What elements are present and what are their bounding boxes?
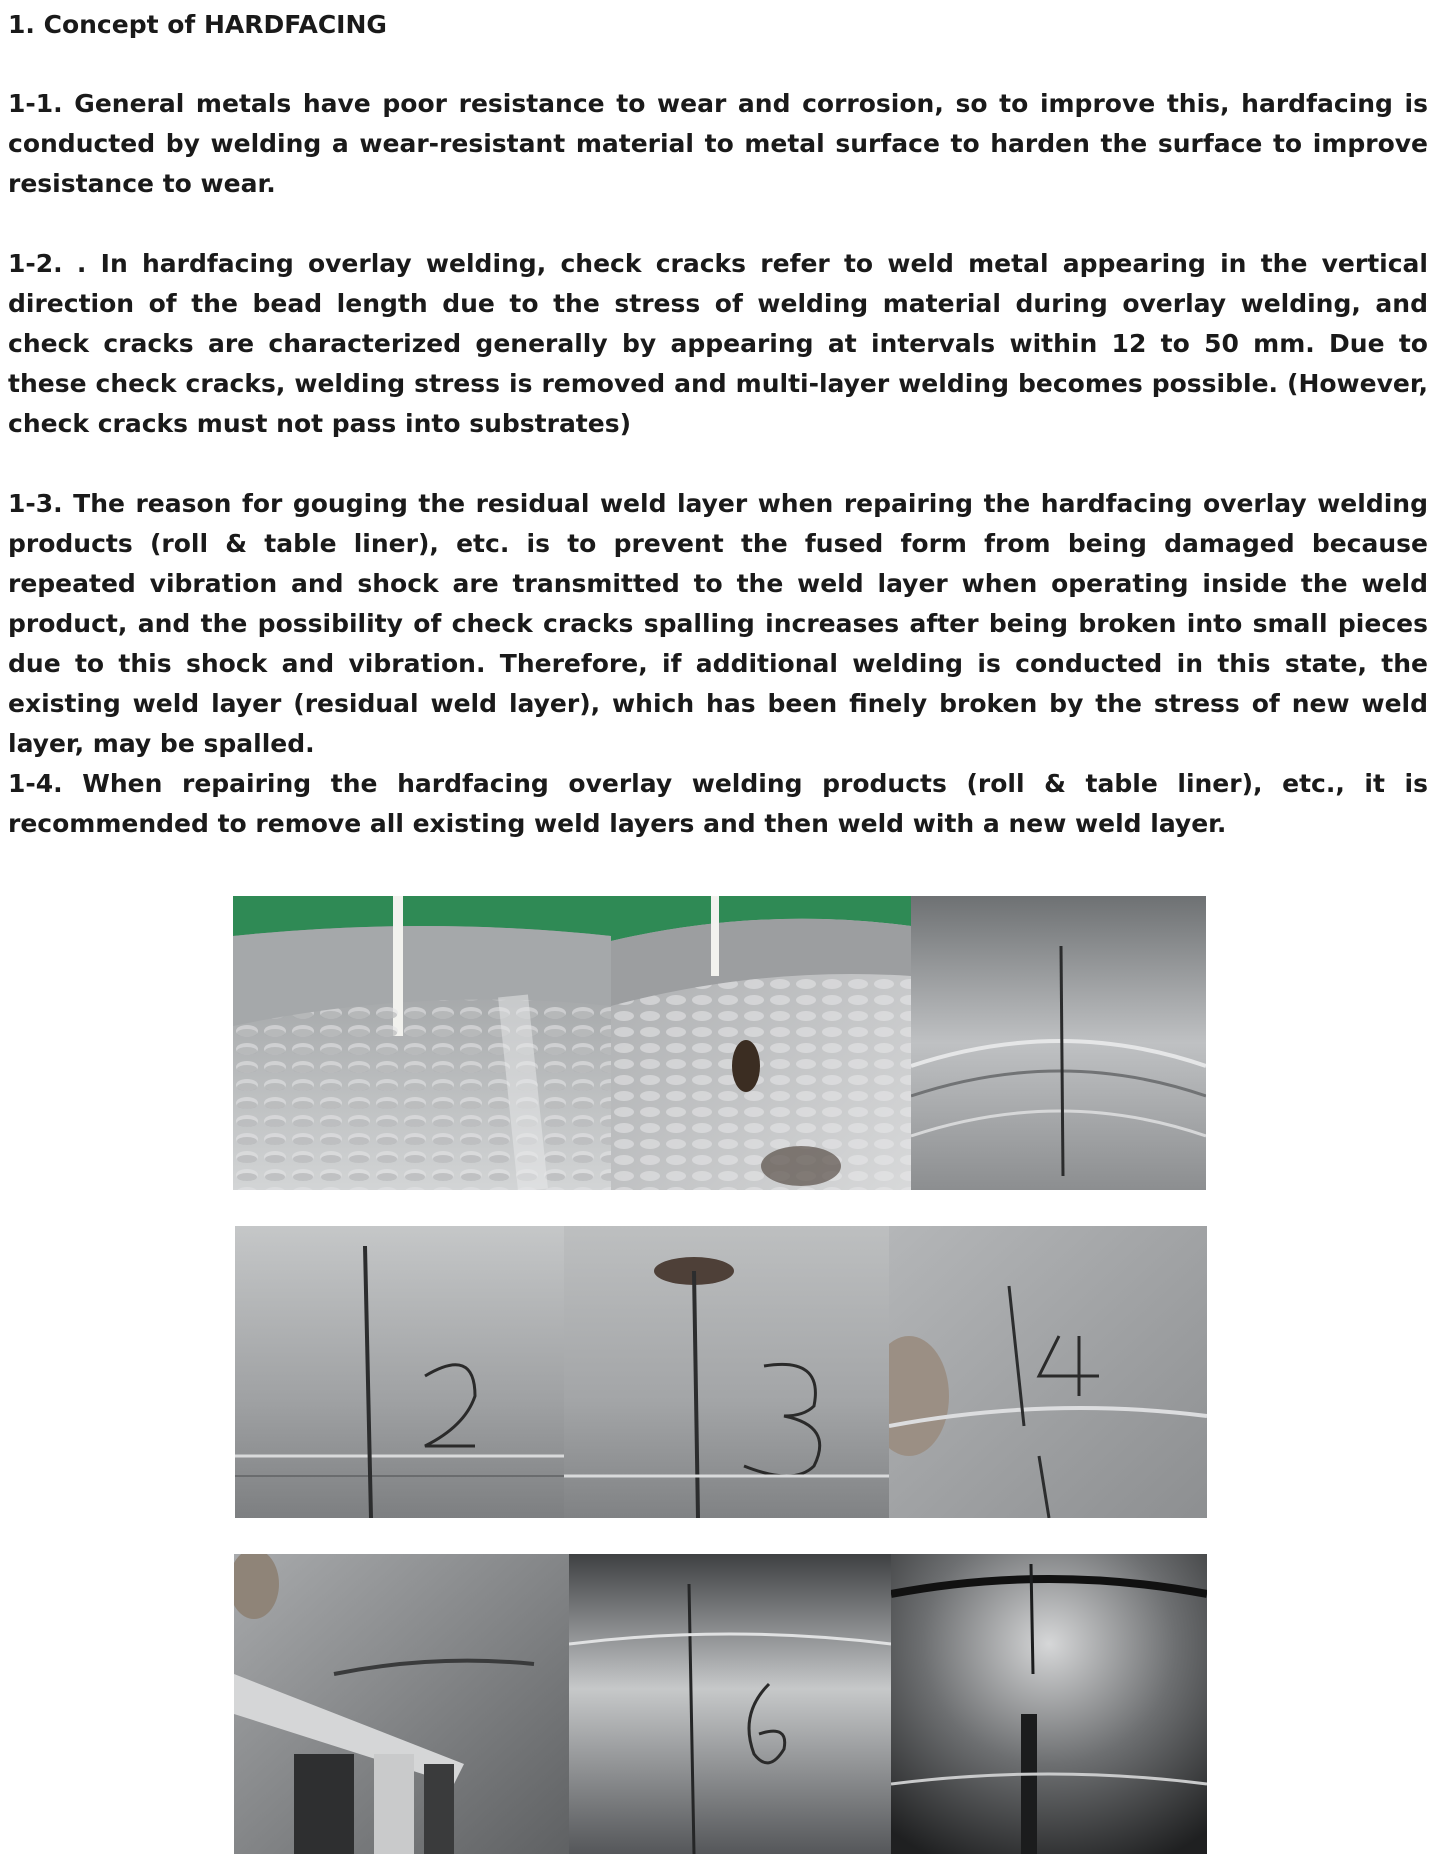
weld-photo-6 [889,1226,1207,1518]
weld-photo-2 [611,896,911,1190]
paragraph-1-1: 1-1. General metals have poor resistance to wear and corrosion, so to improve this, hardfacing is conducted by welding a wear-resistant material to metal surface to harden the surface to improve resistance to wear. [8,89,1428,198]
weld-photo-5 [564,1226,889,1518]
weld-photo-7 [234,1554,569,1854]
weld-photo-1 [233,896,611,1190]
weld-photo-3 [911,896,1206,1190]
weld-photo-8 [569,1554,891,1854]
paragraph-1-3: 1-3. The reason for gouging the residual weld layer when repairing the hardfacing overlay welding products (roll & table liner), etc. is to prevent the fused form from being damaged because repeated vibration and shock are transmitted to the weld layer when operating inside the weld product, and the possibility of check cracks spalling increases after being broken into small pieces due to this shock and vibration. Therefore, if additional welding is conducted in this state, the existing weld layer (residual weld layer), which has been finely broken by the stress of new weld layer, may be spalled. [8,489,1428,758]
paragraph-1-2: 1-2. . In hardfacing overlay welding, check cracks refer to weld metal appearing in the vertical direction of the bead length due to the stress of welding material during overlay welding, and check cracks are characterized generally by appearing at intervals within 12 to 50 mm. Due to these check cracks, welding stress is removed and multi-layer welding becomes possible. (However, check cracks must not pass into substrates) [8,249,1428,438]
weld-photo-9 [891,1554,1207,1854]
paragraph-1-4: 1-4. When repairing the hardfacing overlay welding products (roll & table liner), etc., it is recommended to remove all existing weld layers and then weld with a new weld layer. [8,769,1428,838]
section-heading: 1. Concept of HARDFACING [8,10,387,39]
weld-photo-4 [235,1226,564,1518]
